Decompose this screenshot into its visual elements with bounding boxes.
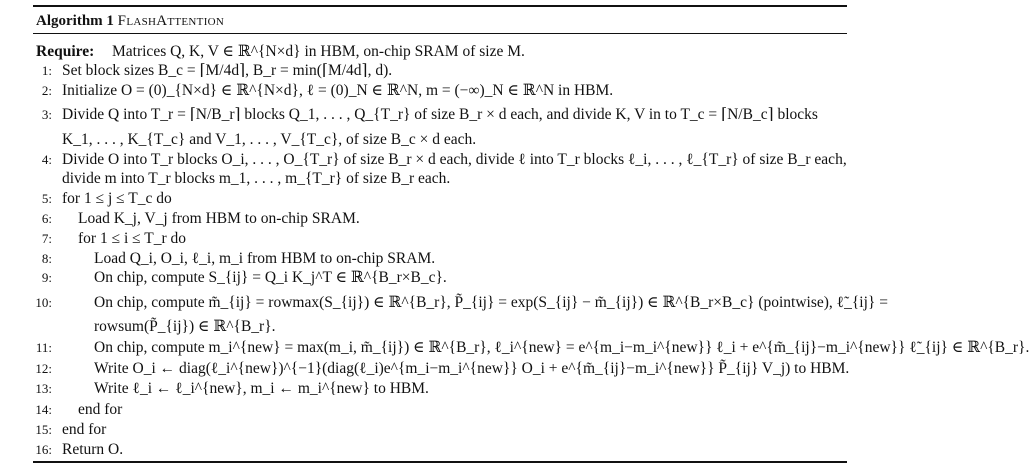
algorithm-label: Algorithm 1 — [36, 13, 114, 29]
line-number: 2: — [41, 83, 52, 98]
line-number: 3: — [41, 107, 52, 122]
line-text: rowsum(P̃_{ij}) ∈ ℝ^{B_r}. — [94, 318, 276, 335]
line-text: Write ℓ_i ← ℓ_i^{new}, m_i ← m_i^{new} to HBM. — [94, 380, 429, 397]
line-text: On chip, compute S_{ij} = Q_i K_j^T ∈ ℝ^{B_r×B_c}. — [94, 269, 447, 286]
line-text: end for — [78, 401, 123, 418]
line-number: 12: — [35, 361, 52, 376]
line-number: 10: — [35, 295, 52, 310]
line-number: 15: — [35, 422, 52, 437]
line-number: 8: — [41, 251, 52, 266]
title-rule — [33, 33, 847, 34]
line-number: 5: — [41, 191, 52, 206]
line-number: 9: — [41, 270, 52, 285]
require-keyword: Require: — [36, 43, 95, 60]
line-number: 14: — [35, 402, 52, 417]
line-text: Divide Q into T_r = ⌈N/B_r⌉ blocks Q_1, . . . , Q_{T_r} of size B_r × d each, and divide K, V in to T_c = ⌈N/B_c⌉ blocks — [62, 106, 818, 123]
require-text: Matrices Q, K, V ∈ ℝ^{N×d} in HBM, on-chip SRAM of size M. — [112, 43, 525, 60]
line-text: Divide O into T_r blocks O_i, . . . , O_{T_r} of size B_r × d each, divide ℓ into T_r blocks ℓ_i, . . . , ℓ_{T_r} of size B_r each, — [62, 151, 847, 168]
line-text: divide m into T_r blocks m_1, . . . , m_{T_r} of size B_r each. — [62, 170, 451, 187]
line-number: 11: — [35, 340, 52, 355]
line-number: 6: — [41, 211, 52, 226]
line-text: for 1 ≤ j ≤ T_c do — [62, 190, 172, 207]
bottom-rule — [33, 461, 847, 463]
line-text: end for — [62, 421, 107, 438]
line-text: for 1 ≤ i ≤ T_r do — [78, 230, 186, 247]
line-text: Initialize O = (0)_{N×d} ∈ ℝ^{N×d}, ℓ = (0)_N ∈ ℝ^N, m = (−∞)_N ∈ ℝ^N in HBM. — [62, 82, 614, 99]
line-number: 7: — [41, 231, 52, 246]
line-text: Return O. — [62, 441, 124, 458]
line-number: 13: — [35, 381, 52, 396]
line-text: Set block sizes B_c = ⌈M/4d⌉, B_r = min(⌈M/4d⌉, d). — [62, 62, 393, 79]
algorithm-title — [36, 12, 224, 30]
algorithm-name: FlashAttention — [117, 13, 225, 29]
line-text: K_1, . . . , K_{T_c} and V_1, . . . , V_{T_c}, of size B_c × d each. — [62, 131, 477, 148]
line-number: 1: — [41, 63, 52, 78]
line-text: Load K_j, V_j from HBM to on-chip SRAM. — [78, 210, 360, 227]
line-number: 16: — [35, 442, 52, 457]
line-text: On chip, compute m_i^{new} = max(m_i, m̃_{ij}) ∈ ℝ^{B_r}, ℓ_i^{new} = e^{m_i−m_i^{new}} ℓ_i + e^{m̃_{ij}−m_i^{new}} ℓ̃_{ij} ∈ ℝ^{B_r}. — [94, 339, 1029, 356]
line-number: 4: — [41, 152, 52, 167]
line-text: Load Q_i, O_i, ℓ_i, m_i from HBM to on-chip SRAM. — [94, 250, 436, 267]
line-text: Write O_i ← diag(ℓ_i^{new})^{−1}(diag(ℓ_i)e^{m_i−m_i^{new}} O_i + e^{m̃_{ij}−m_i^{new}} P̃_{ij} V_j) to HBM. — [94, 360, 850, 377]
line-text: On chip, compute m̃_{ij} = rowmax(S_{ij}) ∈ ℝ^{B_r}, P̃_{ij} = exp(S_{ij} − m̃_{ij}) ∈ ℝ^{B_r×B_c} (pointwise), ℓ̃_{ij} = — [94, 294, 888, 311]
top-rule — [33, 5, 847, 7]
